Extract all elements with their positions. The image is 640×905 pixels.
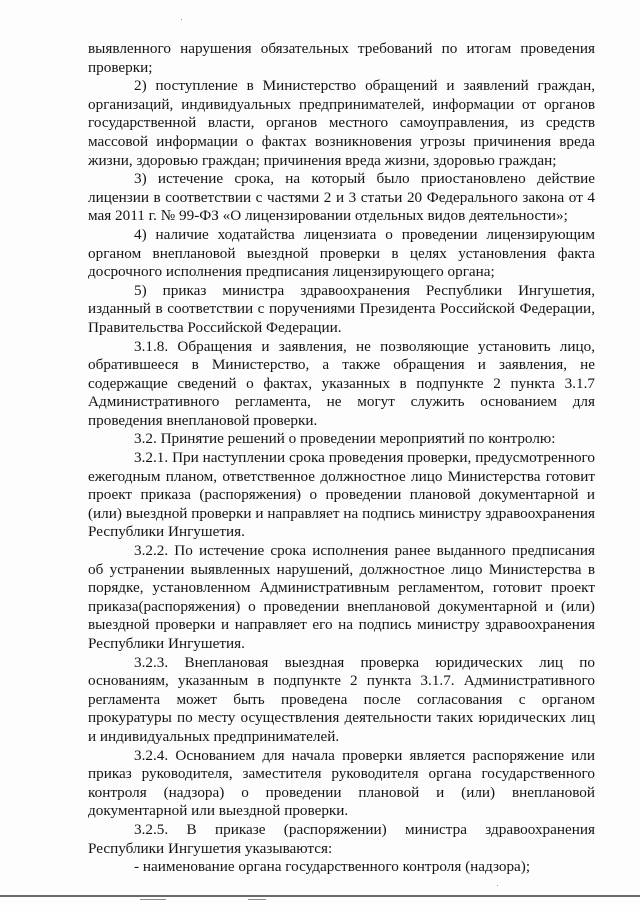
section-heading: 3.2. Принятие решений о проведении мероприятий по контролю:: [134, 430, 556, 448]
page-edge-dash: [140, 899, 166, 900]
page-edge-dash: [248, 899, 266, 900]
paragraph: 3.2.2. По истечение срока исполнения ранее выданного предписания об устранении выявленных нарушений, должностное лицо Министерства в порядке, установленном Административным регламентом, готовит проект приказа(распоряжения) о проведении внеплановой документарной и (или) выездной проверки и направляет его на подпись министру здравоохранения Республики Ингушетия.: [88, 542, 595, 652]
paragraph: 2) поступление в Министерство обращений и заявлений граждан, организаций, индивидуальных предпринимателей, информации от органов государственной власти, органов местного самоуправления, из средств массовой информации о фактах возникновения угрозы причинения вреда жизни, здоровью граждан; причинения вреда жизни, здоровью граждан;: [88, 77, 595, 169]
paragraph: 3.2.3. Внеплановая выездная проверка юридических лиц по основаниям, указанным в подпункте 2 пункта 3.1.7. Административного регламента может быть проведена после согласования с органом прокуратуры по месту осуществления деятельности таких юридических лиц и индивидуальных предпринимателей.: [88, 653, 595, 745]
list-item: - наименование органа государственного контроля (надзора);: [134, 858, 531, 876]
paragraph: 3.2.5. В приказе (распоряжении) министра здравоохранения Республики Ингушетия указываются:: [88, 820, 595, 857]
paragraph: выявленного нарушения обязательных требований по итогам проведения проверки;: [88, 40, 595, 76]
paragraph: 5) приказ министра здравоохранения Республики Ингушетия, изданный в соответствии с поручениями Президента Российской Федерации, Правительства Российской Федерации.: [88, 281, 595, 336]
paragraph: 3.2.4. Основанием для начала проверки является распоряжение или приказ руководителя, заместителя руководителя органа государственного контроля (надзора) о проведении плановой и (или) внеплановой документарной или выездной проверки.: [88, 746, 595, 820]
page-edge-line: [0, 895, 640, 897]
paragraph: 3) истечение срока, на который было приостановлено действие лицензии в соответствии с частями 2 и 3 статьи 20 Федерального закона от 4 мая 2011 г. № 99-ФЗ «О лицензировании отдельных видов деятельности»;: [88, 170, 595, 225]
scan-speck: [497, 885, 498, 886]
scan-speck: [181, 19, 182, 20]
paragraph: 4) наличие ходатайства лицензиата о проведении лицензирующим органом внеплановой выездной проверки в целях установления факта досрочного исполнения предписания лицензирующего органа;: [88, 225, 595, 281]
document-body: [88, 40, 595, 877]
paragraph: 3.1.8. Обращения и заявления, не позволяющие установить лицо, обратившееся в Министерство, а также обращения и заявления, не содержащие сведений о фактах, указанных в подпункте 2 пункта 3.1.7 Административного регламента, не могут служить основанием для проведения внеплановой проверки.: [88, 337, 595, 429]
paragraph: 3.2.1. При наступлении срока проведения проверки, предусмотренного ежегодным планом, ответственное должностное лицо Министерства готовит проект приказа (распоряжения) о проведении плановой документарной и (или) выездной проверки и направляет на подпись министру здравоохранения Республики Ингушетия.: [88, 449, 595, 541]
